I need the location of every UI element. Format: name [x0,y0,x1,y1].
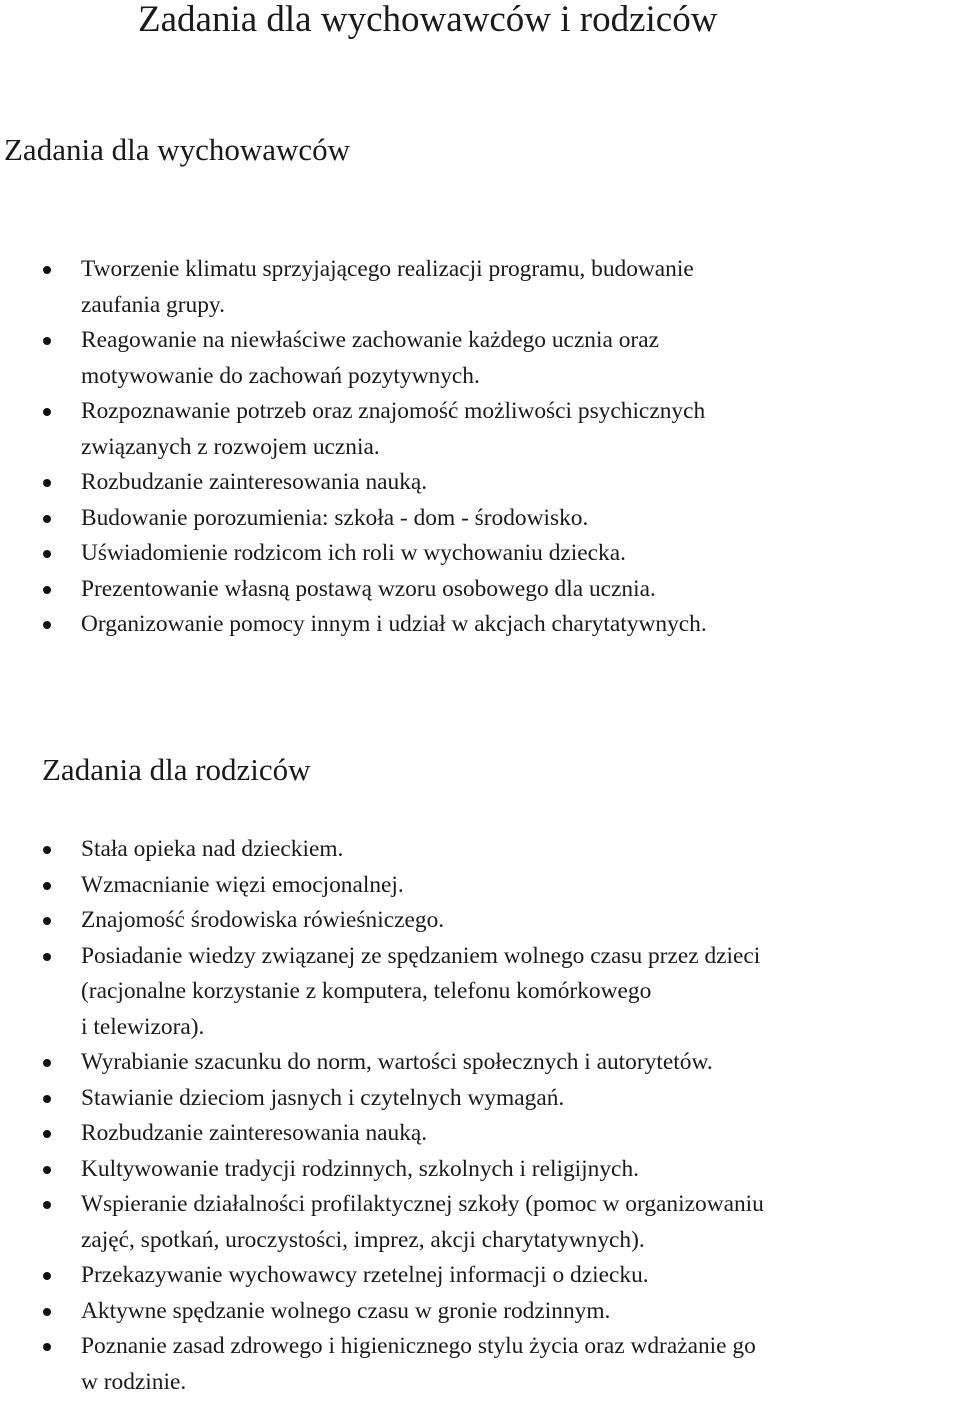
bullet-icon [43,1201,51,1209]
list-item-text: Budowanie porozumienia: szkoła - dom - środowisko. [81,504,589,531]
list-item-text: Kultywowanie tradycji rodzinnych, szkolnych i religijnych. [81,1155,639,1182]
list-item [0,536,960,572]
bullet-icon [43,1343,51,1351]
teacher-tasks-list [0,252,960,643]
list-item-text: Wyrabianie szacunku do norm, wartości społecznych i autorytetów. [81,1049,713,1075]
list-item [0,939,960,1046]
list-item-text: (racjonalne korzystanie z komputera, telefonu komórkowego [81,978,652,1004]
bullet-icon [43,550,51,558]
list-item-text: Przekazywanie wychowawcy rzetelnej informacji o dziecku. [81,1262,649,1288]
bullet-icon [43,1095,51,1103]
list-item-text: związanych z rozwojem ucznia. [81,433,380,460]
list-item [0,607,960,643]
bullet-icon [43,479,51,487]
list-item-text: motywowanie do zachowań pozytywnych. [81,362,480,389]
list-item-text: Rozpoznawanie potrzeb oraz znajomość możliwości psychicznych [81,398,706,424]
list-item-text: Prezentowanie własną postawą wzoru osobowego dla ucznia. [81,575,656,602]
page-title: Zadania dla wychowawców i rodziców [138,0,718,40]
list-item [0,868,960,904]
list-item-text: Stawianie dzieciom jasnych i czytelnych wymagań. [81,1084,565,1111]
list-item-text: Tworzenie klimatu sprzyjającego realizacji programu, budowanie [81,256,694,282]
parent-tasks-list [0,832,960,1400]
list-item-text: Posiadanie wiedzy związanej ze spędzaniem wolnego czasu przez dzieci [81,942,761,969]
list-item [0,1152,960,1188]
section-heading-teachers: Zadania dla wychowawców [4,132,351,167]
list-item-text: Stała opieka nad dzieckiem. [81,836,344,862]
bullet-icon [43,1130,51,1138]
list-item-text: Rozbudzanie zainteresowania nauką. [81,469,428,495]
list-item [0,1116,960,1152]
bullet-icon [43,1272,51,1280]
bullet-icon [43,1166,51,1174]
list-item [0,1258,960,1294]
list-item-text: Wspieranie działalności profilaktycznej szkoły (pomoc w organizowaniu [81,1191,764,1217]
bullet-icon [43,515,51,523]
bullet-icon [43,621,51,629]
list-item [0,1294,960,1330]
bullet-icon [43,586,51,594]
list-item-text: Rozbudzanie zainteresowania nauką. [81,1120,428,1146]
list-item [0,1329,960,1400]
list-item [0,394,960,465]
list-item-text: w rodzinie. [81,1368,187,1395]
bullet-icon [43,408,51,416]
list-item-text: i telewizora). [81,1013,205,1040]
list-item [0,501,960,537]
list-item [0,832,960,868]
bullet-icon [43,266,51,274]
bullet-icon [43,882,51,890]
list-item-text: Wzmacnianie więzi emocjonalnej. [81,871,404,898]
list-item [0,1187,960,1258]
list-item-text: Aktywne spędzanie wolnego czasu w gronie rodzinnym. [81,1297,611,1324]
list-item-text: Poznanie zasad zdrowego i higienicznego stylu życia oraz wdrażanie go [81,1333,756,1359]
list-item [0,572,960,608]
list-item-text: Znajomość środowiska rówieśniczego. [81,907,445,933]
list-item [0,465,960,501]
list-item [0,903,960,939]
list-item-text: Reagowanie na niewłaściwe zachowanie każdego ucznia oraz [81,327,659,353]
bullet-icon [43,953,51,961]
section-heading-parents: Zadania dla rodziców [42,752,311,787]
list-item [0,1081,960,1117]
list-item [0,1045,960,1081]
bullet-icon [43,1059,51,1067]
list-item-text: zajęć, spotkań, uroczystości, imprez, akcji charytatywnych). [81,1226,645,1253]
bullet-icon [43,1308,51,1316]
bullet-icon [43,337,51,345]
bullet-icon [43,917,51,925]
list-item [0,323,960,394]
bullet-icon [43,846,51,854]
list-item-text: Uświadomienie rodzicom ich roli w wychowaniu dziecka. [81,540,626,566]
list-item-text: zaufania grupy. [81,291,225,318]
list-item-text: Organizowanie pomocy innym i udział w akcjach charytatywnych. [81,611,707,637]
list-item [0,252,960,323]
